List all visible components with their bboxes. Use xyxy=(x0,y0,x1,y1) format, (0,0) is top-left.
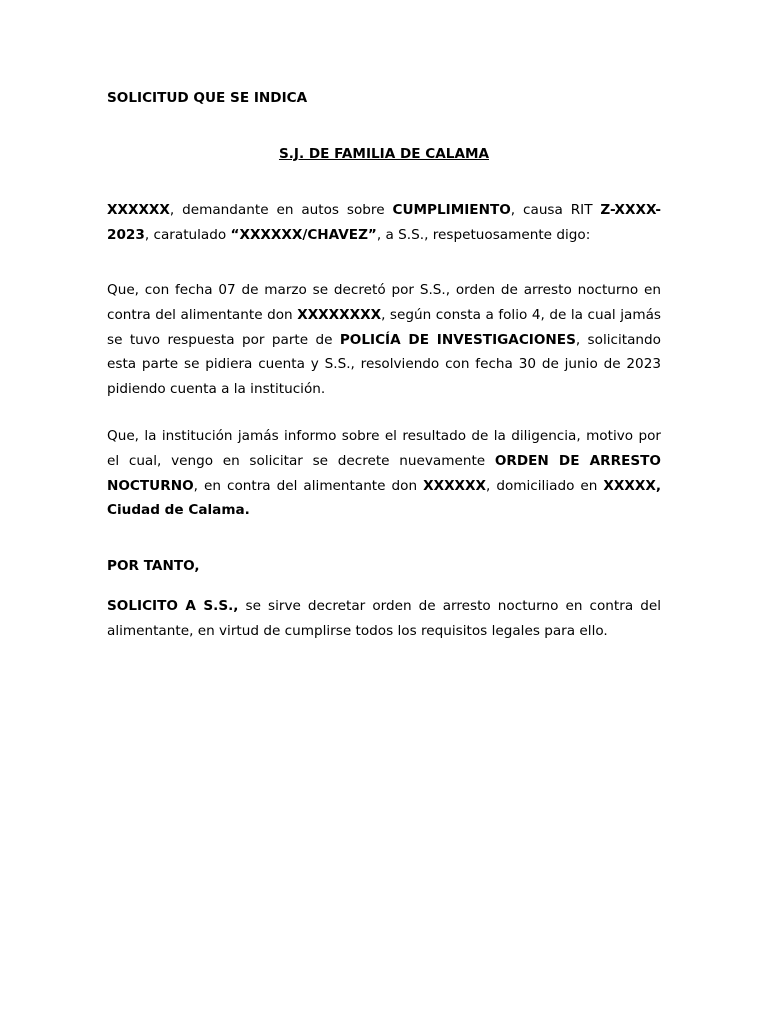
intro-run: Z-XXXX-2023 xyxy=(107,202,662,243)
solicito-run: SOLICITO A S.S., xyxy=(107,598,239,615)
para1-run: XXXXXXXX xyxy=(297,306,382,323)
intro-run: CUMPLIMIENTO xyxy=(392,202,511,219)
document-body xyxy=(107,86,661,644)
intro-run: XXXXXX xyxy=(107,202,170,219)
para1-run: POLICÍA DE INVESTIGACIONES xyxy=(339,331,576,348)
intro-run: , causa RIT xyxy=(510,202,601,219)
court-title: S.J. DE FAMILIA DE CALAMA xyxy=(278,145,490,162)
para2-run: Que, la institución jamás informo sobre el resultado de la diligencia, motivo por el cual, vengo en solicitar se decrete nuevamente xyxy=(107,428,661,469)
para2-run: , en contra del alimentante don xyxy=(193,477,424,494)
arrest-order-paragraph xyxy=(107,278,661,401)
solicito-run: se sirve decretar orden de arresto nocturno en contra del alimentante, en virtud de cumplirse todos los requisitos legales para ello. xyxy=(107,598,661,639)
por-tanto-heading: POR TANTO, xyxy=(107,557,200,574)
intro-run: , a S.S., respetuosamente digo: xyxy=(376,226,591,243)
intro-paragraph xyxy=(107,198,661,247)
para1-run: , según consta a folio 4, de la cual jamás se tuvo respuesta por parte de xyxy=(107,306,662,348)
petition-paragraph xyxy=(107,594,661,643)
para2-run: XXXXXX xyxy=(423,477,486,494)
document-heading: SOLICITUD QUE SE INDICA xyxy=(107,90,308,106)
para2-run: XXXXX, Ciudad de Calama. xyxy=(107,477,661,519)
renewal-request-paragraph xyxy=(107,424,661,522)
intro-run: , caratulado xyxy=(144,226,231,243)
para1-run: Que, con fecha 07 de marzo se decretó por S.S., orden de arresto nocturno en contra del alimentante don xyxy=(107,282,661,323)
para2-run: , domiciliado en xyxy=(486,477,604,494)
intro-run: “XXXXXX/CHAVEZ” xyxy=(230,226,377,243)
para1-run: , solicitando esta parte se pidiera cuenta y S.S., resolviendo con fecha 30 de junio de 2023 pidiendo cuenta a la institución. xyxy=(107,331,661,397)
intro-run: , demandante en autos sobre xyxy=(169,202,393,219)
para2-run: ORDEN DE ARRESTO NOCTURNO xyxy=(107,452,661,494)
